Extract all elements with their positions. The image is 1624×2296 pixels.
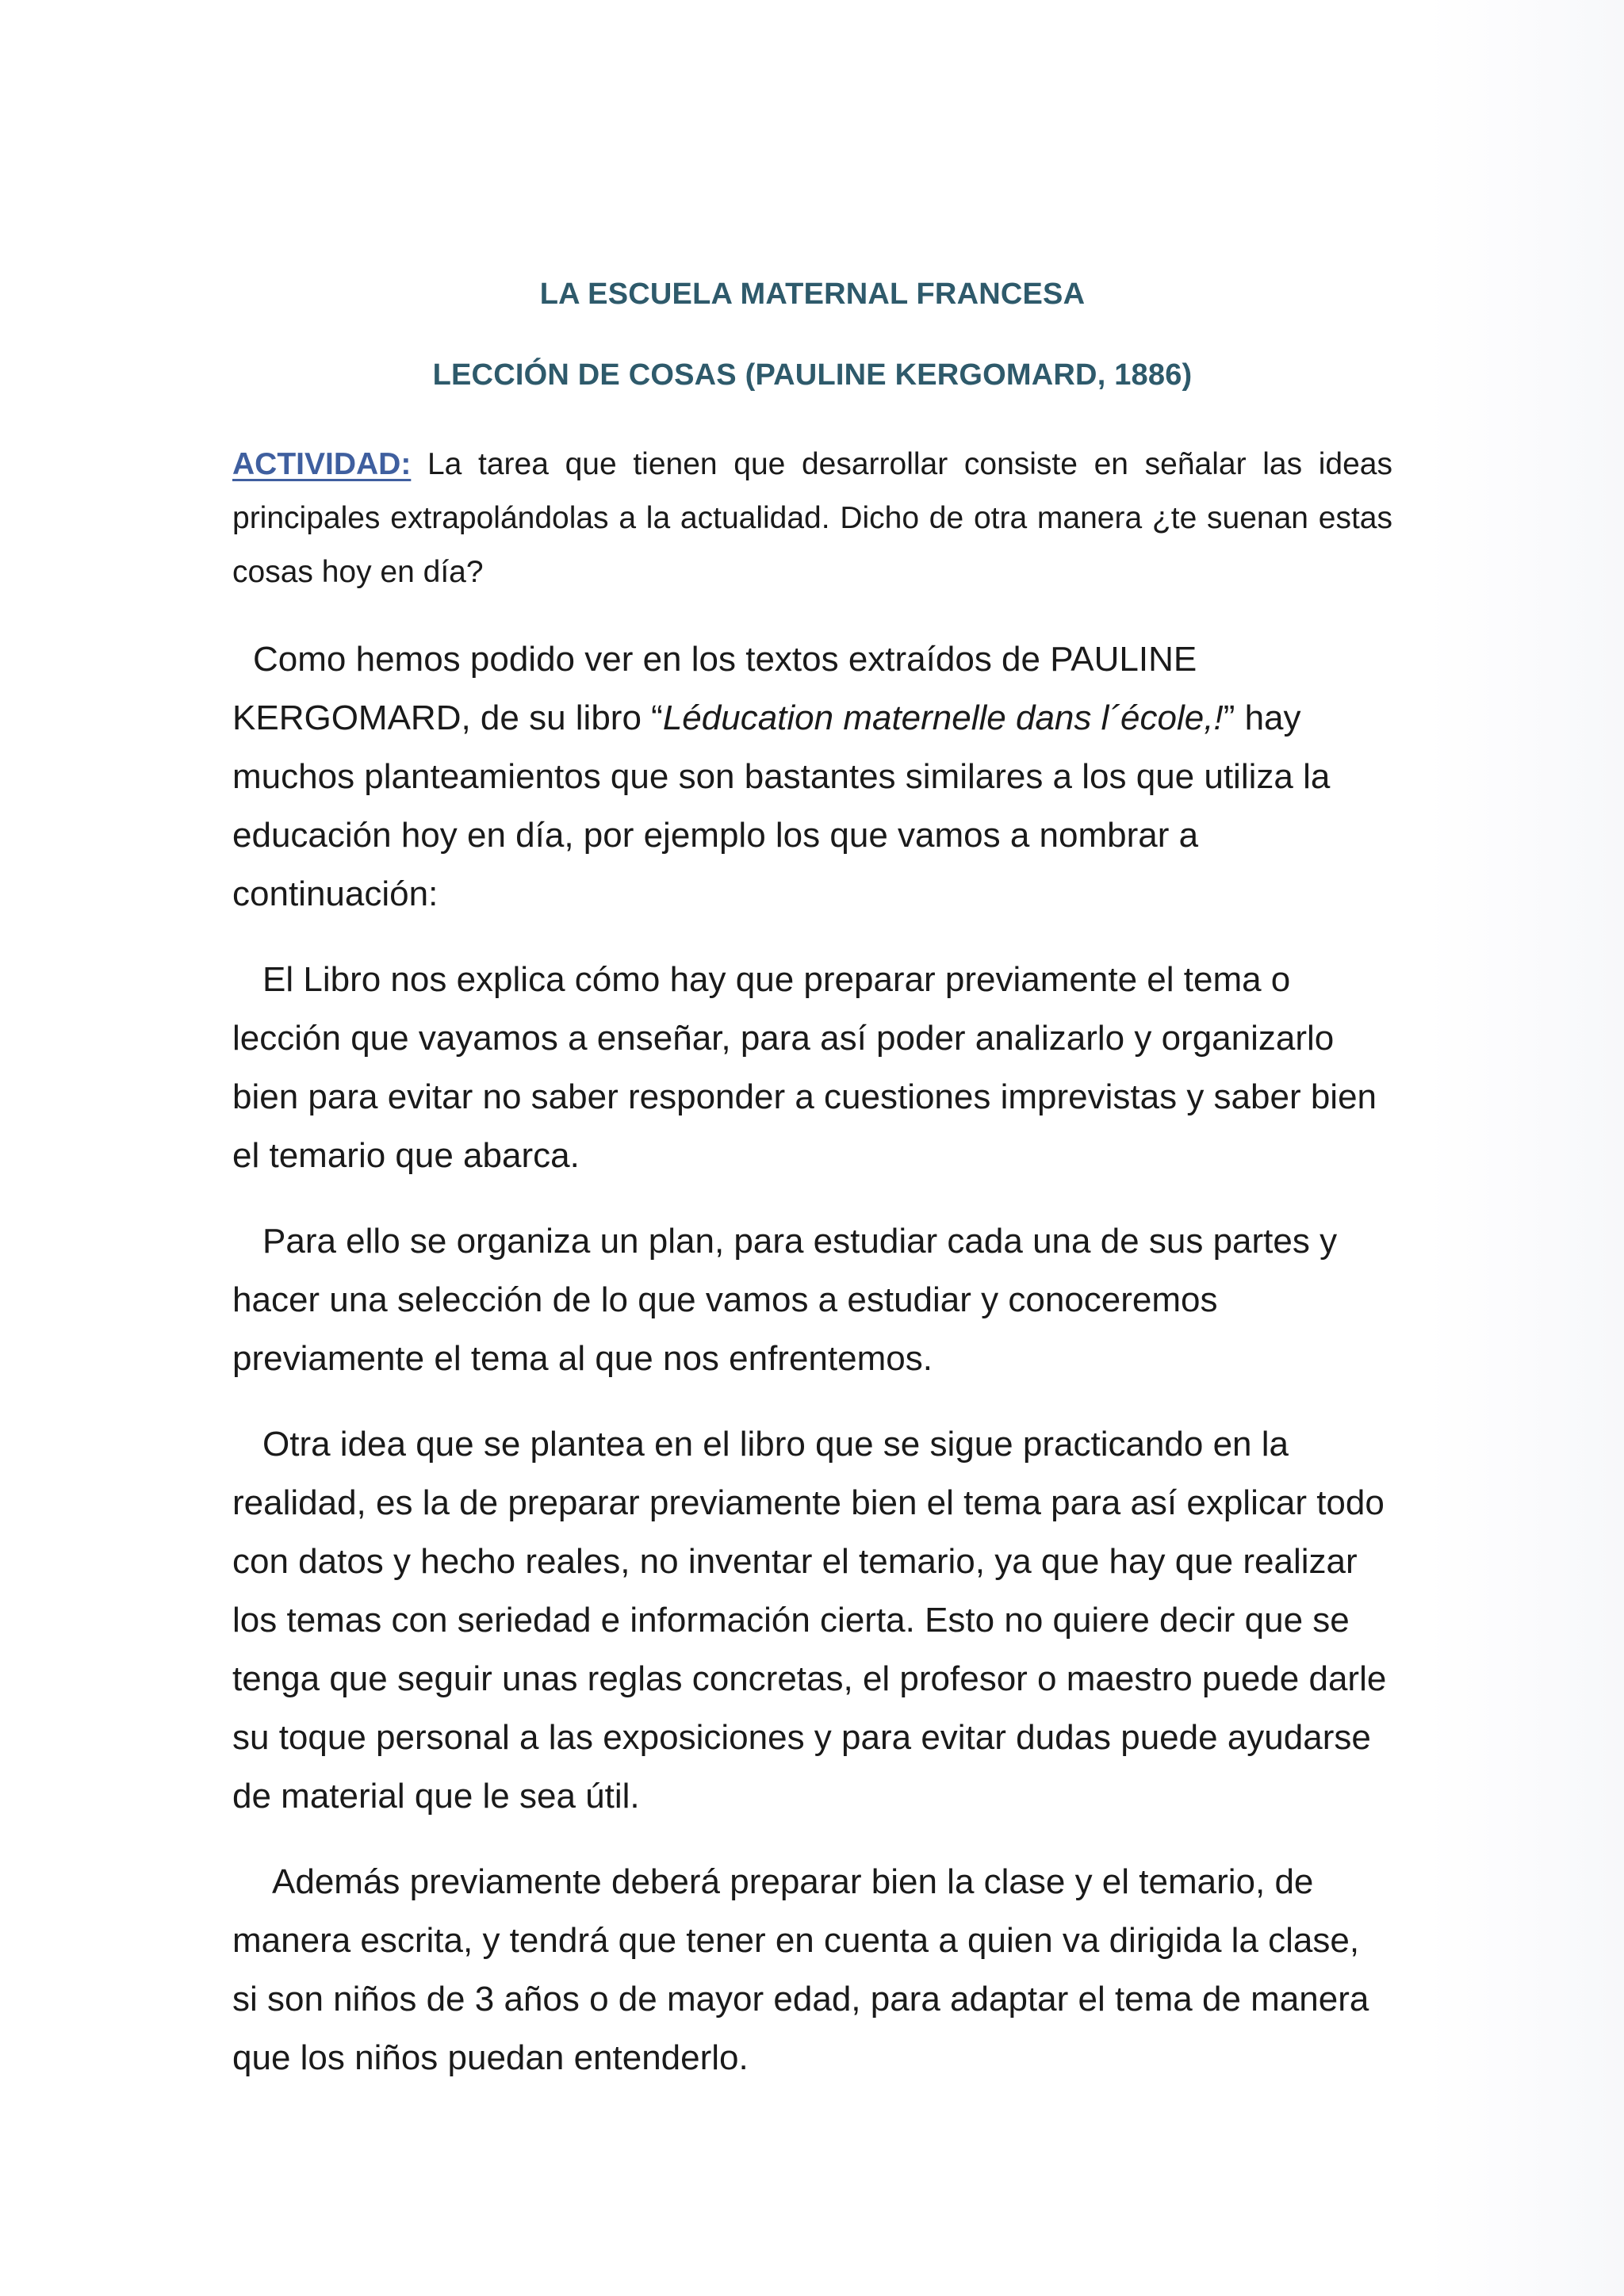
document-body [232, 262, 1392, 2087]
paragraph-2-text: El Libro nos explica cómo hay que preparar previamente el tema o lección que vayamos a enseñar, para así poder analizarlo y organizarlo bien para evitar no saber responder a cuestiones imprevistas y saber bien el temario que abarca. [232, 960, 1377, 1175]
activity-label: ACTIVIDAD: [232, 447, 412, 481]
paragraph-2 [232, 951, 1392, 1185]
paragraph-4-text: Otra idea que se plantea en el libro que se sigue practicando en la realidad, es la de preparar previamente bien el tema para así explicar todo con datos y hecho reales, no inventar el temario, ya que hay que realizar los temas con seriedad e información cierta. Esto no quiere decir que se tenga que seguir unas reglas concretas, el profesor o maestro puede darle su toque personal a las exposiciones y para evitar dudas puede ayudarse de material que le sea útil. [232, 1425, 1387, 1816]
paragraph-3 [232, 1212, 1392, 1388]
document-subtitle: LECCIÓN DE COSAS (PAULINE KERGOMARD, 1886) [432, 358, 1193, 392]
paragraph-3-text: Para ello se organiza un plan, para estudiar cada una de sus partes y hacer una selección de lo que vamos a estudiar y conoceremos previamente el tema al que nos enfrentemos. [232, 1222, 1338, 1378]
paragraph-1-rest: ” hay muchos planteamientos que son bastantes similares a los que utiliza la educación hoy en día, por ejemplo los que vamos a nombrar a continuación: [232, 698, 1331, 913]
paragraph-5-text: Además previamente deberá preparar bien la clase y el temario, de manera escrita, y tendrá que tener en cuenta a quien va dirigida la clase, si son niños de 3 años o de mayor edad, para adaptar el tema de manera que los niños puedan entenderlo. [232, 1862, 1369, 2077]
paragraph-1 [232, 630, 1392, 924]
document-title: LA ESCUELA MATERNAL FRANCESA [539, 277, 1086, 311]
paragraph-1-intro: Como hemos podido ver en los textos extraídos de PAULINE KERGOMARD, de su libro “ [232, 640, 1197, 737]
activity-instructions [232, 438, 1392, 599]
activity-text: La tarea que tienen que desarrollar consiste en señalar las ideas principales extrapolándolas a la actualidad. Dicho de otra manera ¿te suenan estas cosas hoy en día? [232, 447, 1392, 589]
paragraph-5 [232, 1853, 1392, 2087]
paragraph-4 [232, 1415, 1392, 1826]
book-title: Léducation maternelle dans l´école,! [662, 698, 1224, 737]
